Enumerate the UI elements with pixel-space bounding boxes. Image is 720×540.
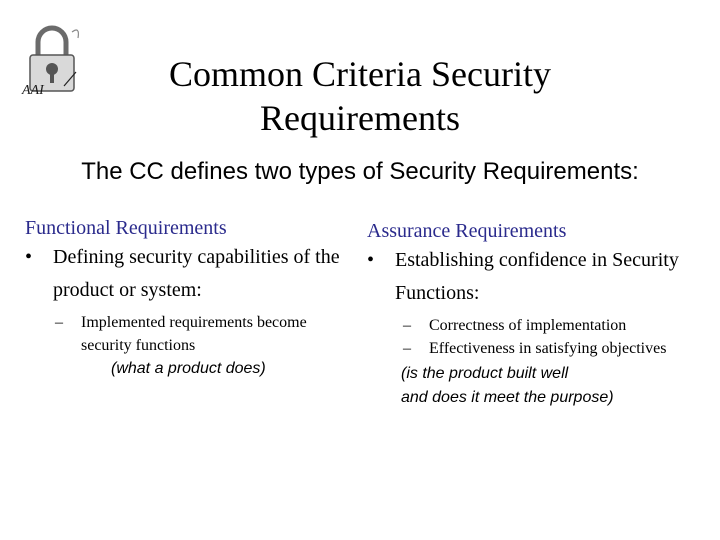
assurance-bullet — [367, 244, 707, 310]
sub-item-marker: – — [403, 340, 411, 357]
sub-item-marker: – — [403, 317, 411, 334]
functional-bullet-text: Defining security capabilities of the product or system: — [53, 246, 340, 301]
sub-list-item — [49, 311, 345, 357]
title-line-1: Common Criteria Security — [169, 54, 551, 94]
functional-requirements-column — [25, 215, 345, 381]
functional-sub-list — [25, 311, 345, 357]
title-line-2: Requirements — [260, 98, 460, 138]
assurance-heading: Assurance Requirements — [367, 220, 567, 242]
functional-heading: Functional Requirements — [25, 217, 227, 239]
assurance-requirements-column — [367, 218, 707, 410]
assurance-sub-list — [367, 314, 707, 360]
sub-item-text: Correctness of implementation — [429, 317, 627, 334]
sub-item-text: Effectiveness in satisfying objectives — [429, 340, 667, 357]
functional-bullet — [25, 241, 345, 307]
sub-list-item — [397, 314, 707, 337]
assurance-bullet-text: Establishing confidence in Security Functions: — [395, 249, 679, 304]
padlock-logo-icon — [20, 22, 84, 98]
bullet-marker: • — [367, 249, 375, 271]
sub-item-text: Implemented requirements become security functions — [81, 314, 307, 354]
assurance-note: (is the product built well and does it meet the purpose) — [401, 365, 614, 406]
slide-title — [110, 52, 610, 140]
bullet-marker: • — [25, 246, 33, 268]
sub-list-item — [397, 337, 707, 360]
logo-text: AAI — [22, 83, 44, 98]
functional-note: (what a product does) — [111, 360, 266, 377]
slide-subtitle: The CC defines two types of Security Requirements: — [81, 158, 639, 185]
sub-item-marker: – — [55, 314, 63, 331]
